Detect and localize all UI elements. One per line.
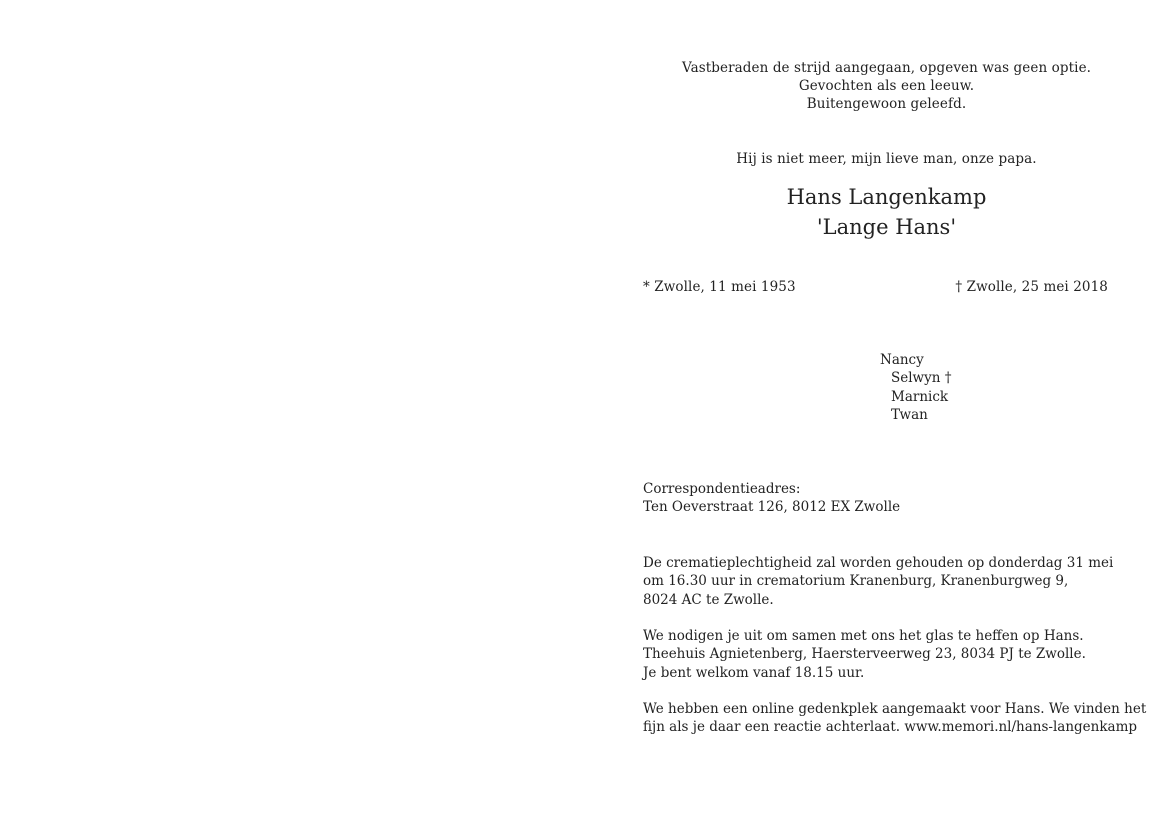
reception-line: We nodigen je uit om samen met ons het glas te heffen op Hans. (643, 628, 1084, 644)
correspondence-address: Ten Oeverstraat 126, 8012 EX Zwolle (643, 499, 901, 516)
intro-text: Hij is niet meer, mijn lieve man, onze papa. (736, 151, 1037, 167)
ceremony-line: De crematieplechtigheid zal worden gehouden op donderdag 31 mei (643, 555, 1114, 571)
poem-line-2: Gevochten als een leeuw. (798, 78, 975, 94)
blank-left-page (0, 0, 584, 827)
child-name: Selwyn † (891, 370, 952, 387)
reception-line: Je bent welkom vanaf 18.15 uur. (643, 664, 865, 681)
reception-line: Theehuis Agnietenberg, Haersterveerweg 23, 8034 PJ te Zwolle. (643, 646, 1086, 663)
birth-date: * Zwolle, 11 mei 1953 (643, 279, 796, 295)
reception-block (643, 627, 1086, 682)
memorial-line: We hebben een online gedenkplek aangemaakt voor Hans. We vinden het (643, 701, 1147, 717)
memorial-block (643, 700, 1146, 737)
child-name: Marnick (891, 388, 949, 405)
ceremony-line: om 16.30 uur in crematorium Kranenburg, Kranenburgweg 9, (643, 573, 1069, 590)
poem-line-3: Buitengewoon geleefd. (806, 96, 967, 112)
ceremony-block (643, 554, 1113, 609)
ceremony-line: 8024 AC te Zwolle. (643, 591, 774, 608)
deceased-nickname: 'Lange Hans' (816, 215, 957, 239)
correspondence-block (643, 480, 900, 517)
child-name: Twan (891, 407, 928, 424)
correspondence-label: Correspondentieadres: (643, 481, 801, 497)
poem-line-1: Vastberaden de strijd aangegaan, opgeven was geen optie. (681, 60, 1092, 76)
spouse-name: Nancy (880, 352, 924, 368)
deceased-name: Hans Langenkamp (786, 185, 987, 209)
death-date: † Zwolle, 25 mei 2018 (955, 279, 1108, 295)
memorial-line: fijn als je daar een reactie achterlaat. www.memori.nl/hans-langenkamp (643, 719, 1138, 736)
family-list (880, 351, 951, 425)
